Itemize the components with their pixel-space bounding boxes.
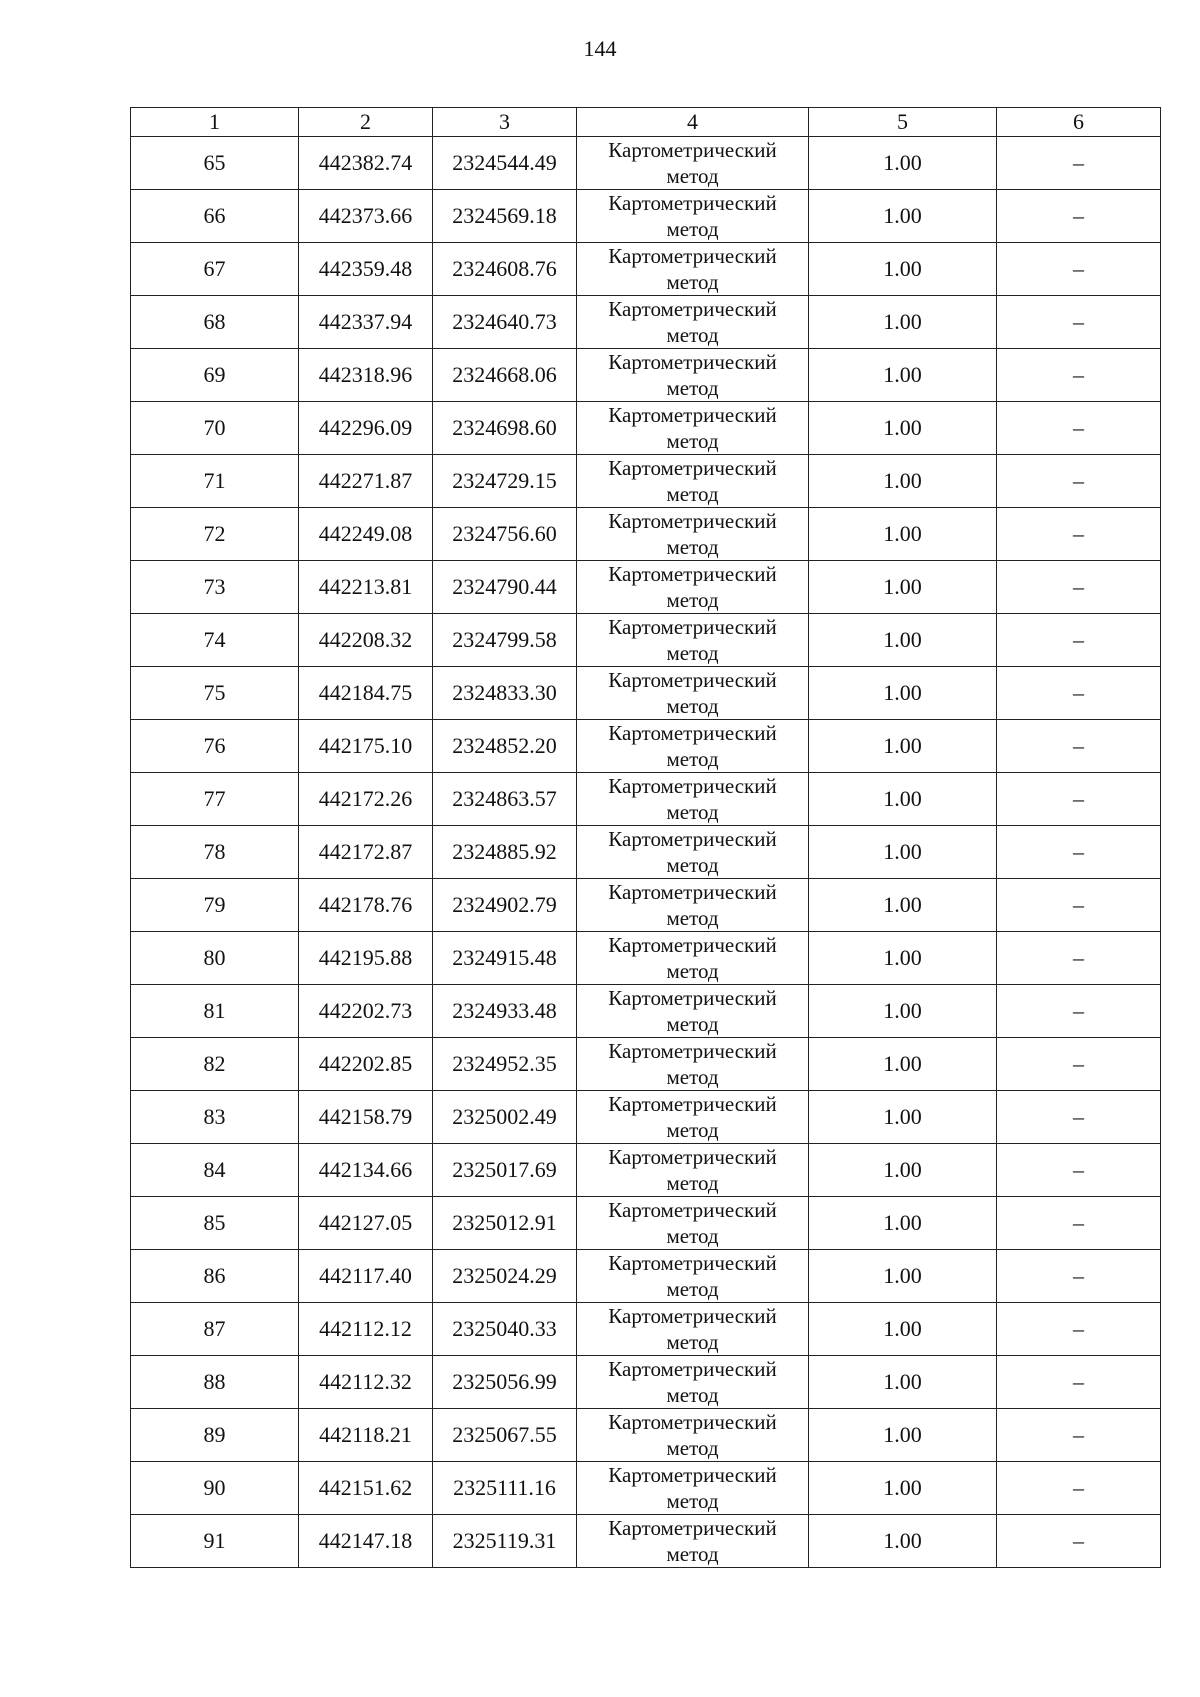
- method-line-1: Картометрический: [608, 1304, 777, 1328]
- accuracy-cell: 1.00: [809, 1250, 997, 1303]
- accuracy-cell: 1.00: [809, 932, 997, 985]
- accuracy-cell: 1.00: [809, 1462, 997, 1515]
- column-header-6: 6: [997, 108, 1161, 137]
- note-cell: –: [997, 137, 1161, 190]
- accuracy-cell: 1.00: [809, 137, 997, 190]
- note-cell: –: [997, 402, 1161, 455]
- y-coordinate-cell: 2324729.15: [433, 455, 577, 508]
- table-row: [131, 1462, 1161, 1515]
- note-cell: –: [997, 1250, 1161, 1303]
- method-line-1: Картометрический: [608, 880, 777, 904]
- x-coordinate-cell: 442359.48: [299, 243, 433, 296]
- method-cell: [577, 1197, 809, 1250]
- table-row: [131, 296, 1161, 349]
- x-coordinate-cell: 442112.12: [299, 1303, 433, 1356]
- y-coordinate-cell: 2325056.99: [433, 1356, 577, 1409]
- point-number-cell: 85: [131, 1197, 299, 1250]
- method-cell: [577, 349, 809, 402]
- y-coordinate-cell: 2325017.69: [433, 1144, 577, 1197]
- table-row: [131, 137, 1161, 190]
- method-line-2: метод: [666, 641, 719, 665]
- method-cell: [577, 773, 809, 826]
- point-number-cell: 72: [131, 508, 299, 561]
- method-cell: [577, 667, 809, 720]
- accuracy-cell: 1.00: [809, 1091, 997, 1144]
- y-coordinate-cell: 2324790.44: [433, 561, 577, 614]
- note-cell: –: [997, 932, 1161, 985]
- method-line-1: Картометрический: [608, 509, 777, 533]
- x-coordinate-cell: 442178.76: [299, 879, 433, 932]
- point-number-cell: 70: [131, 402, 299, 455]
- method-cell: [577, 1303, 809, 1356]
- accuracy-cell: 1.00: [809, 1197, 997, 1250]
- method-line-2: метод: [666, 1171, 719, 1195]
- table-row: [131, 1091, 1161, 1144]
- table-row: [131, 508, 1161, 561]
- accuracy-cell: 1.00: [809, 1356, 997, 1409]
- point-number-cell: 77: [131, 773, 299, 826]
- method-line-2: метод: [666, 482, 719, 506]
- method-line-1: Картометрический: [608, 1039, 777, 1063]
- method-line-1: Картометрический: [608, 138, 777, 162]
- method-line-1: Картометрический: [608, 615, 777, 639]
- y-coordinate-cell: 2324863.57: [433, 773, 577, 826]
- point-number-cell: 87: [131, 1303, 299, 1356]
- method-line-1: Картометрический: [608, 350, 777, 374]
- table-row: [131, 190, 1161, 243]
- method-cell: [577, 1250, 809, 1303]
- x-coordinate-cell: 442213.81: [299, 561, 433, 614]
- method-line-1: Картометрический: [608, 1516, 777, 1540]
- y-coordinate-cell: 2325024.29: [433, 1250, 577, 1303]
- x-coordinate-cell: 442337.94: [299, 296, 433, 349]
- method-line-2: метод: [666, 747, 719, 771]
- note-cell: –: [997, 1515, 1161, 1568]
- accuracy-cell: 1.00: [809, 1515, 997, 1568]
- method-cell: [577, 1091, 809, 1144]
- method-line-2: метод: [666, 1224, 719, 1248]
- note-cell: –: [997, 561, 1161, 614]
- y-coordinate-cell: 2324640.73: [433, 296, 577, 349]
- point-number-cell: 69: [131, 349, 299, 402]
- x-coordinate-cell: 442184.75: [299, 667, 433, 720]
- method-line-1: Картометрический: [608, 403, 777, 427]
- x-coordinate-cell: 442195.88: [299, 932, 433, 985]
- y-coordinate-cell: 2325012.91: [433, 1197, 577, 1250]
- column-header-5: 5: [809, 108, 997, 137]
- method-cell: [577, 1409, 809, 1462]
- table-row: [131, 1303, 1161, 1356]
- method-line-1: Картометрический: [608, 986, 777, 1010]
- y-coordinate-cell: 2324885.92: [433, 826, 577, 879]
- method-cell: [577, 1462, 809, 1515]
- accuracy-cell: 1.00: [809, 667, 997, 720]
- point-number-cell: 76: [131, 720, 299, 773]
- point-number-cell: 80: [131, 932, 299, 985]
- method-cell: [577, 1144, 809, 1197]
- method-cell: [577, 137, 809, 190]
- method-cell: [577, 720, 809, 773]
- y-coordinate-cell: 2325040.33: [433, 1303, 577, 1356]
- column-header-3: 3: [433, 108, 577, 137]
- method-line-2: метод: [666, 1277, 719, 1301]
- x-coordinate-cell: 442172.87: [299, 826, 433, 879]
- table-body: [131, 137, 1161, 1568]
- method-line-2: метод: [666, 1542, 719, 1566]
- table-row: [131, 1409, 1161, 1462]
- x-coordinate-cell: 442271.87: [299, 455, 433, 508]
- y-coordinate-cell: 2324544.49: [433, 137, 577, 190]
- method-line-1: Картометрический: [608, 1357, 777, 1381]
- point-number-cell: 74: [131, 614, 299, 667]
- note-cell: –: [997, 1356, 1161, 1409]
- x-coordinate-cell: 442117.40: [299, 1250, 433, 1303]
- table-row: [131, 773, 1161, 826]
- method-cell: [577, 985, 809, 1038]
- table-row: [131, 1038, 1161, 1091]
- table-row: [131, 826, 1161, 879]
- point-number-cell: 68: [131, 296, 299, 349]
- method-cell: [577, 455, 809, 508]
- note-cell: –: [997, 773, 1161, 826]
- method-line-1: Картометрический: [608, 668, 777, 692]
- note-cell: –: [997, 349, 1161, 402]
- point-number-cell: 88: [131, 1356, 299, 1409]
- accuracy-cell: 1.00: [809, 1303, 997, 1356]
- x-coordinate-cell: 442172.26: [299, 773, 433, 826]
- column-header-4: 4: [577, 108, 809, 137]
- method-line-2: метод: [666, 588, 719, 612]
- accuracy-cell: 1.00: [809, 1409, 997, 1462]
- note-cell: –: [997, 508, 1161, 561]
- column-header-2: 2: [299, 108, 433, 137]
- table-row: [131, 879, 1161, 932]
- y-coordinate-cell: 2324569.18: [433, 190, 577, 243]
- method-line-1: Картометрический: [608, 933, 777, 957]
- y-coordinate-cell: 2325111.16: [433, 1462, 577, 1515]
- x-coordinate-cell: 442318.96: [299, 349, 433, 402]
- table-row: [131, 455, 1161, 508]
- note-cell: –: [997, 826, 1161, 879]
- note-cell: –: [997, 720, 1161, 773]
- column-header-1: 1: [131, 108, 299, 137]
- accuracy-cell: 1.00: [809, 190, 997, 243]
- method-line-1: Картометрический: [608, 1145, 777, 1169]
- accuracy-cell: 1.00: [809, 508, 997, 561]
- method-line-2: метод: [666, 323, 719, 347]
- y-coordinate-cell: 2325002.49: [433, 1091, 577, 1144]
- y-coordinate-cell: 2324952.35: [433, 1038, 577, 1091]
- y-coordinate-cell: 2324756.60: [433, 508, 577, 561]
- note-cell: –: [997, 1091, 1161, 1144]
- x-coordinate-cell: 442175.10: [299, 720, 433, 773]
- method-line-1: Картометрический: [608, 1410, 777, 1434]
- coordinates-table: [130, 107, 1161, 1568]
- note-cell: –: [997, 243, 1161, 296]
- point-number-cell: 67: [131, 243, 299, 296]
- method-cell: [577, 826, 809, 879]
- note-cell: –: [997, 1462, 1161, 1515]
- y-coordinate-cell: 2324698.60: [433, 402, 577, 455]
- table-row: [131, 720, 1161, 773]
- method-line-1: Картометрический: [608, 1198, 777, 1222]
- method-cell: [577, 1515, 809, 1568]
- x-coordinate-cell: 442151.62: [299, 1462, 433, 1515]
- method-line-1: Картометрический: [608, 244, 777, 268]
- table-header-row: [131, 108, 1161, 137]
- table-row: [131, 614, 1161, 667]
- method-line-2: метод: [666, 1330, 719, 1354]
- method-line-2: метод: [666, 217, 719, 241]
- point-number-cell: 65: [131, 137, 299, 190]
- accuracy-cell: 1.00: [809, 243, 997, 296]
- method-cell: [577, 1038, 809, 1091]
- note-cell: –: [997, 614, 1161, 667]
- accuracy-cell: 1.00: [809, 296, 997, 349]
- accuracy-cell: 1.00: [809, 773, 997, 826]
- method-line-1: Картометрический: [608, 562, 777, 586]
- method-cell: [577, 508, 809, 561]
- accuracy-cell: 1.00: [809, 879, 997, 932]
- point-number-cell: 71: [131, 455, 299, 508]
- y-coordinate-cell: 2324833.30: [433, 667, 577, 720]
- accuracy-cell: 1.00: [809, 1144, 997, 1197]
- table-row: [131, 985, 1161, 1038]
- method-line-1: Картометрический: [608, 1251, 777, 1275]
- x-coordinate-cell: 442382.74: [299, 137, 433, 190]
- note-cell: –: [997, 1144, 1161, 1197]
- method-line-2: метод: [666, 1065, 719, 1089]
- method-line-1: Картометрический: [608, 456, 777, 480]
- method-line-1: Картометрический: [608, 1092, 777, 1116]
- point-number-cell: 73: [131, 561, 299, 614]
- method-line-2: метод: [666, 959, 719, 983]
- method-cell: [577, 296, 809, 349]
- point-number-cell: 86: [131, 1250, 299, 1303]
- accuracy-cell: 1.00: [809, 349, 997, 402]
- x-coordinate-cell: 442158.79: [299, 1091, 433, 1144]
- note-cell: –: [997, 1197, 1161, 1250]
- point-number-cell: 78: [131, 826, 299, 879]
- point-number-cell: 82: [131, 1038, 299, 1091]
- y-coordinate-cell: 2324902.79: [433, 879, 577, 932]
- point-number-cell: 66: [131, 190, 299, 243]
- x-coordinate-cell: 442118.21: [299, 1409, 433, 1462]
- table-row: [131, 561, 1161, 614]
- table-row: [131, 1356, 1161, 1409]
- point-number-cell: 90: [131, 1462, 299, 1515]
- page-number: 144: [583, 36, 617, 61]
- point-number-cell: 89: [131, 1409, 299, 1462]
- method-line-1: Картометрический: [608, 297, 777, 321]
- y-coordinate-cell: 2324799.58: [433, 614, 577, 667]
- table-row: [131, 1144, 1161, 1197]
- method-line-2: метод: [666, 800, 719, 824]
- x-coordinate-cell: 442134.66: [299, 1144, 433, 1197]
- point-number-cell: 84: [131, 1144, 299, 1197]
- y-coordinate-cell: 2324933.48: [433, 985, 577, 1038]
- accuracy-cell: 1.00: [809, 455, 997, 508]
- table-row: [131, 667, 1161, 720]
- method-cell: [577, 932, 809, 985]
- method-line-1: Картометрический: [608, 721, 777, 745]
- method-cell: [577, 879, 809, 932]
- method-line-2: метод: [666, 1118, 719, 1142]
- method-line-2: метод: [666, 429, 719, 453]
- method-cell: [577, 561, 809, 614]
- accuracy-cell: 1.00: [809, 826, 997, 879]
- note-cell: –: [997, 455, 1161, 508]
- x-coordinate-cell: 442147.18: [299, 1515, 433, 1568]
- method-line-2: метод: [666, 853, 719, 877]
- table-row: [131, 243, 1161, 296]
- method-line-2: метод: [666, 694, 719, 718]
- method-line-2: метод: [666, 1012, 719, 1036]
- table-row: [131, 932, 1161, 985]
- accuracy-cell: 1.00: [809, 1038, 997, 1091]
- table-row: [131, 402, 1161, 455]
- method-line-1: Картометрический: [608, 1463, 777, 1487]
- point-number-cell: 81: [131, 985, 299, 1038]
- note-cell: –: [997, 296, 1161, 349]
- x-coordinate-cell: 442112.32: [299, 1356, 433, 1409]
- method-line-2: метод: [666, 164, 719, 188]
- x-coordinate-cell: 442249.08: [299, 508, 433, 561]
- method-cell: [577, 243, 809, 296]
- note-cell: –: [997, 667, 1161, 720]
- method-line-1: Картометрический: [608, 191, 777, 215]
- table-row: [131, 1197, 1161, 1250]
- method-line-2: метод: [666, 535, 719, 559]
- note-cell: –: [997, 1303, 1161, 1356]
- accuracy-cell: 1.00: [809, 402, 997, 455]
- method-line-2: метод: [666, 906, 719, 930]
- method-line-1: Картометрический: [608, 827, 777, 851]
- method-line-2: метод: [666, 376, 719, 400]
- accuracy-cell: 1.00: [809, 985, 997, 1038]
- y-coordinate-cell: 2324608.76: [433, 243, 577, 296]
- point-number-cell: 83: [131, 1091, 299, 1144]
- y-coordinate-cell: 2325067.55: [433, 1409, 577, 1462]
- y-coordinate-cell: 2325119.31: [433, 1515, 577, 1568]
- method-line-1: Картометрический: [608, 774, 777, 798]
- method-line-2: метод: [666, 1489, 719, 1513]
- y-coordinate-cell: 2324915.48: [433, 932, 577, 985]
- x-coordinate-cell: 442127.05: [299, 1197, 433, 1250]
- accuracy-cell: 1.00: [809, 720, 997, 773]
- accuracy-cell: 1.00: [809, 561, 997, 614]
- note-cell: –: [997, 879, 1161, 932]
- x-coordinate-cell: 442296.09: [299, 402, 433, 455]
- accuracy-cell: 1.00: [809, 614, 997, 667]
- note-cell: –: [997, 1409, 1161, 1462]
- point-number-cell: 79: [131, 879, 299, 932]
- x-coordinate-cell: 442202.73: [299, 985, 433, 1038]
- method-cell: [577, 402, 809, 455]
- note-cell: –: [997, 1038, 1161, 1091]
- method-cell: [577, 614, 809, 667]
- x-coordinate-cell: 442208.32: [299, 614, 433, 667]
- method-line-2: метод: [666, 1383, 719, 1407]
- method-cell: [577, 1356, 809, 1409]
- point-number-cell: 91: [131, 1515, 299, 1568]
- method-line-2: метод: [666, 1436, 719, 1460]
- point-number-cell: 75: [131, 667, 299, 720]
- y-coordinate-cell: 2324852.20: [433, 720, 577, 773]
- table-row: [131, 1515, 1161, 1568]
- method-cell: [577, 190, 809, 243]
- x-coordinate-cell: 442373.66: [299, 190, 433, 243]
- table-row: [131, 349, 1161, 402]
- x-coordinate-cell: 442202.85: [299, 1038, 433, 1091]
- note-cell: –: [997, 190, 1161, 243]
- note-cell: –: [997, 985, 1161, 1038]
- method-line-2: метод: [666, 270, 719, 294]
- y-coordinate-cell: 2324668.06: [433, 349, 577, 402]
- table-row: [131, 1250, 1161, 1303]
